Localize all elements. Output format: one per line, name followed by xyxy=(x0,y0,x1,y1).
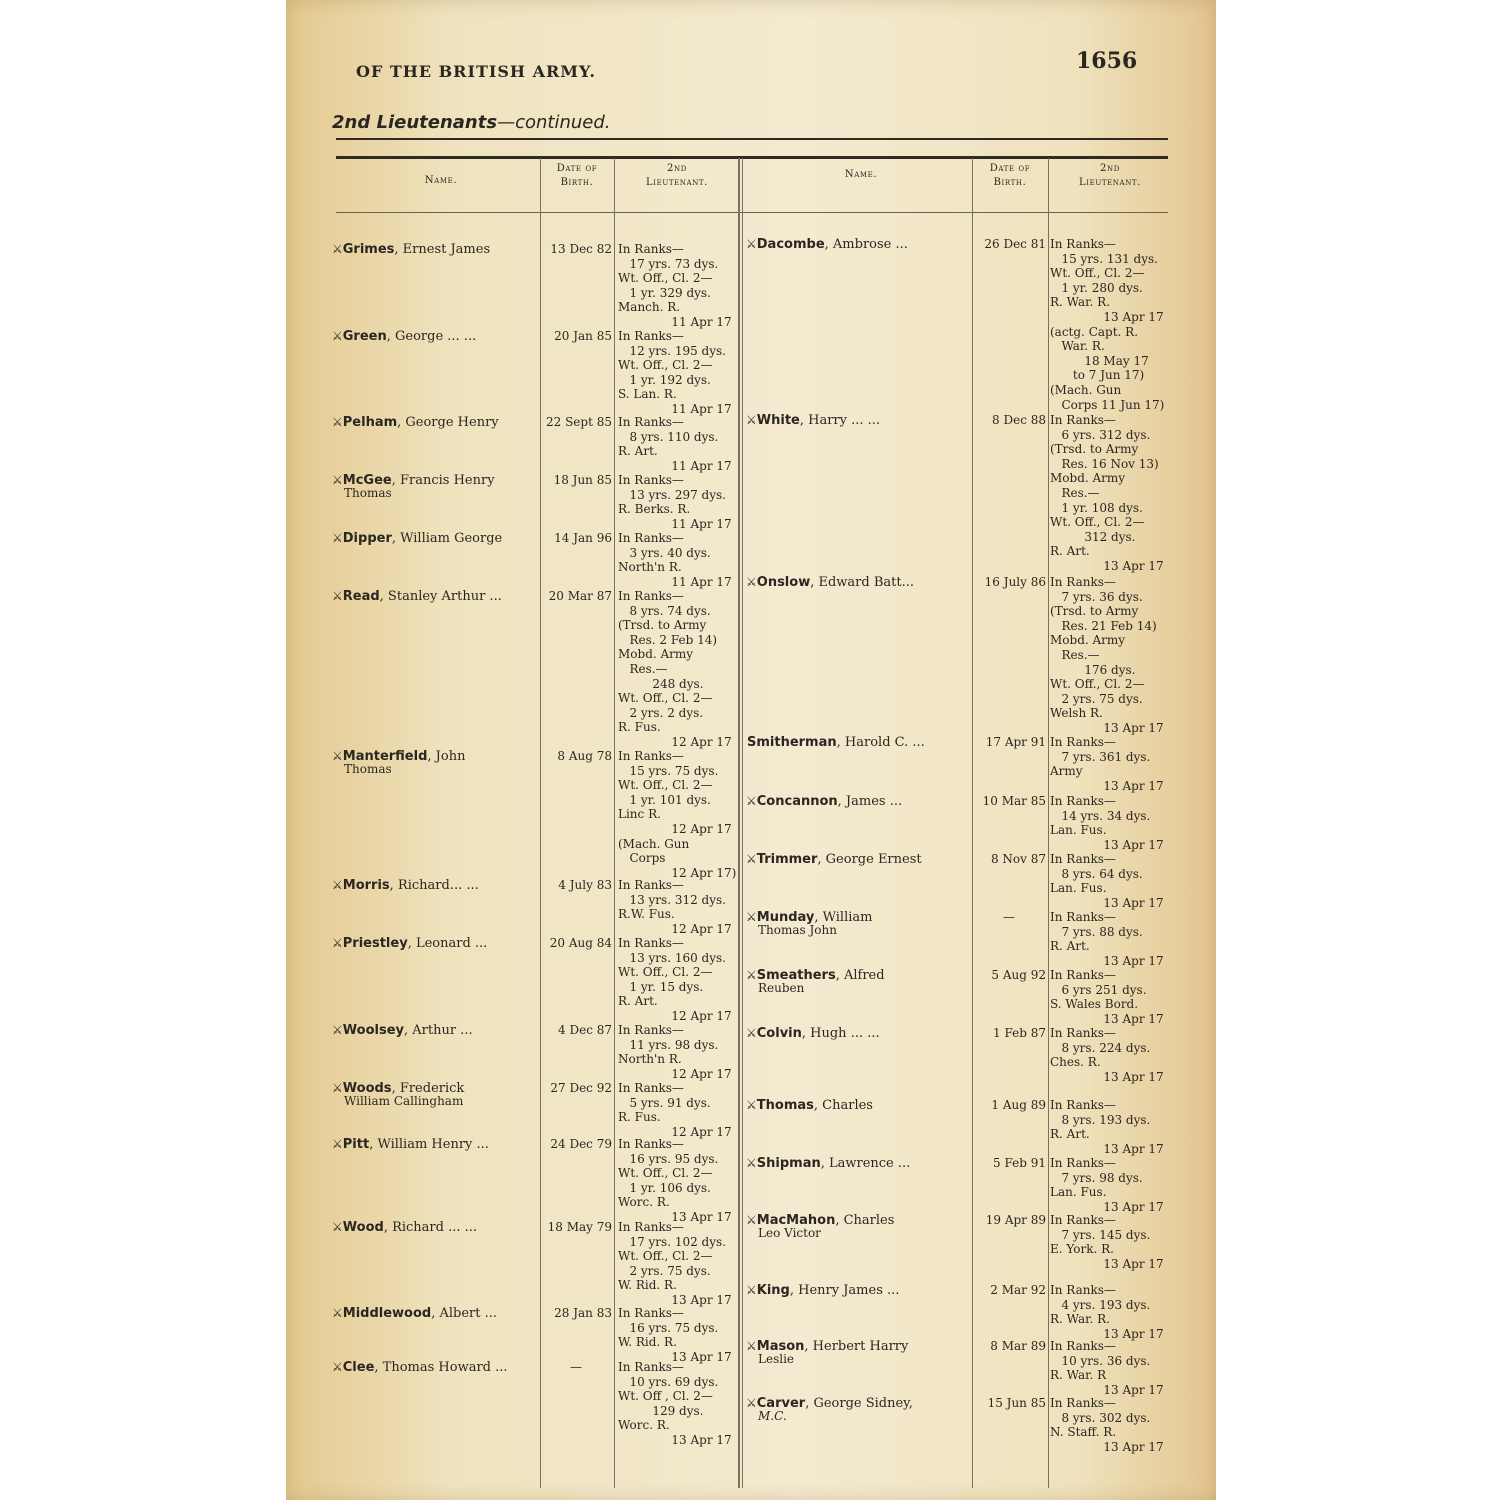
officer-name-continued: Thomas xyxy=(344,486,392,500)
date-of-birth: 27 Dec 92 xyxy=(550,1081,612,1095)
officer-name xyxy=(332,531,502,546)
date-of-birth: 8 Dec 88 xyxy=(992,413,1046,427)
ledger-page xyxy=(286,0,1216,1500)
section-title xyxy=(332,112,610,133)
officer-name xyxy=(332,242,490,257)
officer-name xyxy=(746,237,908,252)
officer-surname: Wood xyxy=(342,1220,384,1235)
service-record: In Ranks— 15 yrs. 75 dys. Wt. Off., Cl. 2— 1 yr. 101 dys. Linc R. 12 Apr 17 (Mach. Gun Corps 12 Apr 17) xyxy=(618,749,737,880)
officer-surname: Mason xyxy=(756,1339,805,1354)
column-divider xyxy=(540,158,541,1488)
date-of-birth: 15 Jun 85 xyxy=(987,1396,1046,1410)
officer-given-names: , Albert ... xyxy=(431,1306,498,1321)
officer-surname: Smeathers xyxy=(756,968,836,983)
date-of-birth: 13 Dec 82 xyxy=(550,242,612,256)
officer-name xyxy=(332,415,499,430)
officer-given-names: , John xyxy=(427,749,466,764)
crossed-swords-icon: ⚔ xyxy=(332,1220,342,1234)
date-of-birth: 24 Dec 79 xyxy=(550,1137,612,1151)
section-title-bold: 2nd Lieutenants xyxy=(332,112,498,133)
officer-given-names: , Lawrence ... xyxy=(820,1156,911,1171)
date-of-birth: 10 Mar 85 xyxy=(982,794,1046,808)
crossed-swords-icon: ⚔ xyxy=(332,1137,342,1151)
header-rule xyxy=(336,138,1168,140)
officer-name-continued: Reuben xyxy=(758,981,805,995)
date-of-birth: 19 Apr 89 xyxy=(985,1213,1046,1227)
officer-surname: Pelham xyxy=(342,415,398,430)
date-of-birth: 20 Aug 84 xyxy=(549,936,612,950)
officer-given-names: , Frederick xyxy=(391,1081,465,1096)
officer-surname: Grimes xyxy=(342,242,395,257)
officer-name xyxy=(332,936,487,951)
service-record: In Ranks— 6 yrs. 312 dys. (Trsd. to Army Res. 16 Nov 13) Mobd. Army Res.— 1 yr. 108 dys. Wt. Off., Cl. 2— 312 dys. R. Art. 13 Apr 17 xyxy=(1050,413,1164,573)
header-dob-left: Date of Birth. xyxy=(556,163,598,188)
crossed-swords-icon: ⚔ xyxy=(332,242,342,256)
date-of-birth: 26 Dec 81 xyxy=(984,237,1046,251)
service-record: In Ranks— 8 yrs. 193 dys. R. Art. 13 Apr 17 xyxy=(1050,1098,1164,1156)
service-record: In Ranks— 16 yrs. 95 dys. Wt. Off., Cl. 2— 1 yr. 106 dys. Worc. R. 13 Apr 17 xyxy=(618,1137,732,1224)
officer-name xyxy=(746,852,922,867)
officer-name xyxy=(746,1098,873,1113)
officer-name-continued: William Callingham xyxy=(344,1094,464,1108)
officer-surname: White xyxy=(756,413,800,428)
officer-name xyxy=(746,1026,880,1041)
date-of-birth: 4 Dec 87 xyxy=(558,1023,612,1037)
officer-given-names: , William Henry ... xyxy=(369,1137,489,1152)
officer-surname: Colvin xyxy=(756,1026,802,1041)
officer-surname: Green xyxy=(342,329,387,344)
date-of-birth: 18 Jun 85 xyxy=(553,473,612,487)
header-2nd-lt-right: 2nd Lieutenant. xyxy=(1079,163,1141,188)
crossed-swords-icon: ⚔ xyxy=(746,1026,756,1040)
crossed-swords-icon: ⚔ xyxy=(746,794,756,808)
officer-surname: Priestley xyxy=(342,936,408,951)
officer-name xyxy=(746,1156,910,1171)
service-record: In Ranks— 3 yrs. 40 dys. North'n R. 11 Apr 17 xyxy=(618,531,732,589)
service-record: In Ranks— 10 yrs. 69 dys. Wt. Off , Cl. 2— 129 dys. Worc. R. 13 Apr 17 xyxy=(618,1360,732,1447)
officer-given-names: , Alfred xyxy=(835,968,885,983)
header-name-right: Name. xyxy=(844,169,878,180)
date-of-birth: 4 July 83 xyxy=(558,878,612,892)
background-margin xyxy=(1216,0,1500,1500)
date-of-birth: 22 Sept 85 xyxy=(546,415,612,429)
service-record: In Ranks— 7 yrs. 36 dys. (Trsd. to Army Res. 21 Feb 14) Mobd. Army Res.— 176 dys. Wt. Off., Cl. 2— 2 yrs. 75 dys. Welsh R. 13 Apr 17 xyxy=(1050,575,1164,735)
officer-name-continued: Thomas xyxy=(344,762,392,776)
officer-name-continued: Leslie xyxy=(758,1352,795,1366)
officer-surname: Munday xyxy=(756,910,815,925)
officer-surname: Woolsey xyxy=(342,1023,404,1038)
header-2nd-lt-left: 2nd Lieutenant. xyxy=(646,163,708,188)
crossed-swords-icon: ⚔ xyxy=(332,473,342,487)
officer-given-names: , Richard ... ... xyxy=(383,1220,478,1235)
crossed-swords-icon: ⚔ xyxy=(332,415,342,429)
service-record: In Ranks— 13 yrs. 160 dys. Wt. Off., Cl. 2— 1 yr. 15 dys. R. Art. 12 Apr 17 xyxy=(618,936,732,1023)
officer-given-names: , Arthur ... xyxy=(404,1023,473,1038)
officer-given-names: , James ... xyxy=(837,794,903,809)
column-divider xyxy=(614,158,615,1488)
officer-surname: Dipper xyxy=(342,531,392,546)
crossed-swords-icon: ⚔ xyxy=(746,1283,756,1297)
service-record: In Ranks— 7 yrs. 361 dys. Army 13 Apr 17 xyxy=(1050,735,1164,793)
date-of-birth: 8 Nov 87 xyxy=(990,852,1046,866)
date-of-birth: 2 Mar 92 xyxy=(990,1283,1046,1297)
service-record: In Ranks— 8 yrs. 302 dys. N. Staff. R. 13 Apr 17 xyxy=(1050,1396,1164,1454)
service-record: In Ranks— 14 yrs. 34 dys. Lan. Fus. 13 Apr 17 xyxy=(1050,794,1164,852)
service-record: In Ranks— 8 yrs. 64 dys. Lan. Fus. 13 Apr 17 xyxy=(1050,852,1164,910)
officer-surname: King xyxy=(756,1283,790,1298)
officer-given-names: , George Ernest xyxy=(817,852,922,867)
officer-given-names: , Edward Batt... xyxy=(810,575,914,590)
officer-given-names: , George ... ... xyxy=(386,329,477,344)
service-record: In Ranks— 13 yrs. 297 dys. R. Berks. R. 11 Apr 17 xyxy=(618,473,732,531)
officer-given-names: , Harold C. ... xyxy=(836,735,925,750)
crossed-swords-icon: ⚔ xyxy=(746,852,756,866)
crossed-swords-icon: ⚔ xyxy=(332,878,342,892)
officer-surname: Shipman xyxy=(756,1156,821,1171)
officer-name xyxy=(746,1283,899,1298)
service-record: In Ranks— 17 yrs. 73 dys. Wt. Off., Cl. 2— 1 yr. 329 dys. Manch. R. 11 Apr 17 xyxy=(618,242,732,329)
officer-given-names: , Francis Henry xyxy=(391,473,495,488)
officer-name xyxy=(332,1023,473,1038)
crossed-swords-icon: ⚔ xyxy=(332,329,342,343)
crossed-swords-icon: ⚔ xyxy=(746,968,756,982)
center-divider xyxy=(742,158,743,1488)
officer-surname: Trimmer xyxy=(756,852,818,867)
crossed-swords-icon: ⚔ xyxy=(746,1156,756,1170)
date-of-birth: 28 Jan 83 xyxy=(554,1306,612,1320)
officer-given-names: , Thomas Howard ... xyxy=(374,1360,508,1375)
officer-surname: Dacombe xyxy=(756,237,825,252)
crossed-swords-icon: ⚔ xyxy=(746,1339,756,1353)
officer-surname: Read xyxy=(342,589,380,604)
crossed-swords-icon: ⚔ xyxy=(746,1396,756,1410)
officer-name xyxy=(746,794,902,809)
crossed-swords-icon: ⚔ xyxy=(332,1023,342,1037)
officer-name xyxy=(332,589,502,604)
officer-name xyxy=(746,575,914,590)
service-record: In Ranks— 15 yrs. 131 dys. Wt. Off., Cl. 2— 1 yr. 280 dys. R. War. R. 13 Apr 17 (actg. Capt. R. War. R. 18 May 17 to 7 Jun 17) (Mach. Gun Corps 11 Jun 17) xyxy=(1050,237,1165,412)
officer-given-names: , William xyxy=(814,910,873,925)
officer-given-names: , Hugh ... ... xyxy=(801,1026,880,1041)
service-record: In Ranks— 8 yrs. 110 dys. R. Art. 11 Apr 17 xyxy=(618,415,732,473)
officer-given-names: , Ernest James xyxy=(394,242,491,257)
crossed-swords-icon: ⚔ xyxy=(332,1306,342,1320)
officer-given-names: , Stanley Arthur ... xyxy=(379,589,502,604)
service-record: In Ranks— 6 yrs 251 dys. S. Wales Bord. 13 Apr 17 xyxy=(1050,968,1164,1026)
date-of-birth: 18 May 79 xyxy=(547,1220,612,1234)
date-of-birth: 5 Feb 91 xyxy=(993,1156,1046,1170)
officer-surname: Carver xyxy=(756,1396,806,1411)
column-divider xyxy=(1048,158,1049,1488)
crossed-swords-icon: ⚔ xyxy=(332,749,342,763)
officer-name xyxy=(746,735,925,750)
officer-name-continued: M.C. xyxy=(758,1409,787,1423)
date-of-birth: 16 July 86 xyxy=(984,575,1046,589)
book-spine xyxy=(0,0,286,1500)
officer-given-names: , Herbert Harry xyxy=(804,1339,909,1354)
officer-given-names: , Henry James ... xyxy=(789,1283,900,1298)
officer-name xyxy=(332,1220,477,1235)
crossed-swords-icon: ⚔ xyxy=(746,413,756,427)
officer-given-names: , William George xyxy=(391,531,503,546)
date-of-birth: — xyxy=(570,1360,582,1374)
header-name-left: Name. xyxy=(424,175,458,186)
service-record: In Ranks— 7 yrs. 145 dys. E. York. R. 13 Apr 17 xyxy=(1050,1213,1164,1271)
officer-surname: Woods xyxy=(342,1081,392,1096)
crossed-swords-icon: ⚔ xyxy=(332,531,342,545)
officer-given-names: , Richard... ... xyxy=(389,878,479,893)
officer-name xyxy=(332,1137,489,1152)
section-title-rest: —continued. xyxy=(497,112,611,133)
page-number: 1656 xyxy=(1076,48,1138,74)
officer-surname: Morris xyxy=(342,878,390,893)
running-head: OF THE BRITISH ARMY. xyxy=(356,62,596,81)
officer-surname: MacMahon xyxy=(756,1213,836,1228)
officer-name xyxy=(332,1360,508,1375)
officer-given-names: , Charles xyxy=(813,1098,873,1113)
officer-given-names: , Leonard ... xyxy=(407,936,488,951)
column-header-underline xyxy=(336,212,1168,213)
center-divider xyxy=(738,158,740,1488)
officer-name xyxy=(332,1306,497,1321)
date-of-birth: 20 Mar 87 xyxy=(548,589,612,603)
officer-name-continued: Thomas John xyxy=(758,923,837,937)
officer-name xyxy=(746,413,880,428)
officer-surname: Manterfield xyxy=(342,749,428,764)
officer-given-names: , Harry ... ... xyxy=(799,413,881,428)
officer-given-names: , George Sidney, xyxy=(805,1396,913,1411)
service-record: In Ranks— 7 yrs. 98 dys. Lan. Fus. 13 Apr 17 xyxy=(1050,1156,1164,1214)
officer-surname: Onslow xyxy=(756,575,811,590)
service-record: In Ranks— 11 yrs. 98 dys. North'n R. 12 Apr 17 xyxy=(618,1023,732,1081)
crossed-swords-icon: ⚔ xyxy=(746,575,756,589)
crossed-swords-icon: ⚔ xyxy=(332,589,342,603)
officer-name xyxy=(332,329,476,344)
service-record: In Ranks— 10 yrs. 36 dys. R. War. R 13 Apr 17 xyxy=(1050,1339,1164,1397)
service-record: In Ranks— 16 yrs. 75 dys. W. Rid. R. 13 Apr 17 xyxy=(618,1306,732,1364)
header-rule-double xyxy=(336,156,1168,159)
date-of-birth: 17 Apr 91 xyxy=(985,735,1046,749)
crossed-swords-icon: ⚔ xyxy=(746,910,756,924)
service-record: In Ranks— 13 yrs. 312 dys. R.W. Fus. 12 Apr 17 xyxy=(618,878,732,936)
header-dob-right: Date of Birth. xyxy=(989,163,1031,188)
service-record: In Ranks— 17 yrs. 102 dys. Wt. Off., Cl. 2— 2 yrs. 75 dys. W. Rid. R. 13 Apr 17 xyxy=(618,1220,732,1307)
officer-given-names: , Ambrose ... xyxy=(824,237,908,252)
date-of-birth: 8 Mar 89 xyxy=(990,1339,1046,1353)
officer-surname: Middlewood xyxy=(342,1306,432,1321)
officer-name xyxy=(332,878,479,893)
officer-surname: Clee xyxy=(342,1360,375,1375)
date-of-birth: 14 Jan 96 xyxy=(554,531,612,545)
date-of-birth: 1 Feb 87 xyxy=(993,1026,1046,1040)
crossed-swords-icon: ⚔ xyxy=(746,237,756,251)
officer-given-names: , George Henry xyxy=(397,415,499,430)
crossed-swords-icon: ⚔ xyxy=(746,1213,756,1227)
service-record: In Ranks— 8 yrs. 224 dys. Ches. R. 13 Apr 17 xyxy=(1050,1026,1164,1084)
officer-given-names: , Charles xyxy=(835,1213,895,1228)
officer-surname: Pitt xyxy=(342,1137,370,1152)
service-record: In Ranks— 8 yrs. 74 dys. (Trsd. to Army Res. 2 Feb 14) Mobd. Army Res.— 248 dys. Wt. Off., Cl. 2— 2 yrs. 2 dys. R. Fus. 12 Apr 17 xyxy=(618,589,732,749)
crossed-swords-icon: ⚔ xyxy=(746,1098,756,1112)
service-record: In Ranks— 7 yrs. 88 dys. R. Art. 13 Apr 17 xyxy=(1050,910,1164,968)
officer-surname: Smitherman xyxy=(747,735,837,750)
date-of-birth: 8 Aug 78 xyxy=(557,749,612,763)
service-record: In Ranks— 5 yrs. 91 dys. R. Fus. 12 Apr 17 xyxy=(618,1081,732,1139)
date-of-birth: 5 Aug 92 xyxy=(991,968,1046,982)
date-of-birth: 1 Aug 89 xyxy=(991,1098,1046,1112)
crossed-swords-icon: ⚔ xyxy=(332,1360,342,1374)
date-of-birth: — xyxy=(1003,910,1015,924)
crossed-swords-icon: ⚔ xyxy=(332,936,342,950)
officer-surname: Concannon xyxy=(756,794,838,809)
crossed-swords-icon: ⚔ xyxy=(332,1081,342,1095)
officer-name-continued: Leo Victor xyxy=(758,1226,821,1240)
date-of-birth: 20 Jan 85 xyxy=(554,329,612,343)
service-record: In Ranks— 4 yrs. 193 dys. R. War. R. 13 Apr 17 xyxy=(1050,1283,1164,1341)
service-record: In Ranks— 12 yrs. 195 dys. Wt. Off., Cl. 2— 1 yr. 192 dys. S. Lan. R. 11 Apr 17 xyxy=(618,329,732,416)
officer-surname: McGee xyxy=(342,473,392,488)
officer-surname: Thomas xyxy=(756,1098,814,1113)
